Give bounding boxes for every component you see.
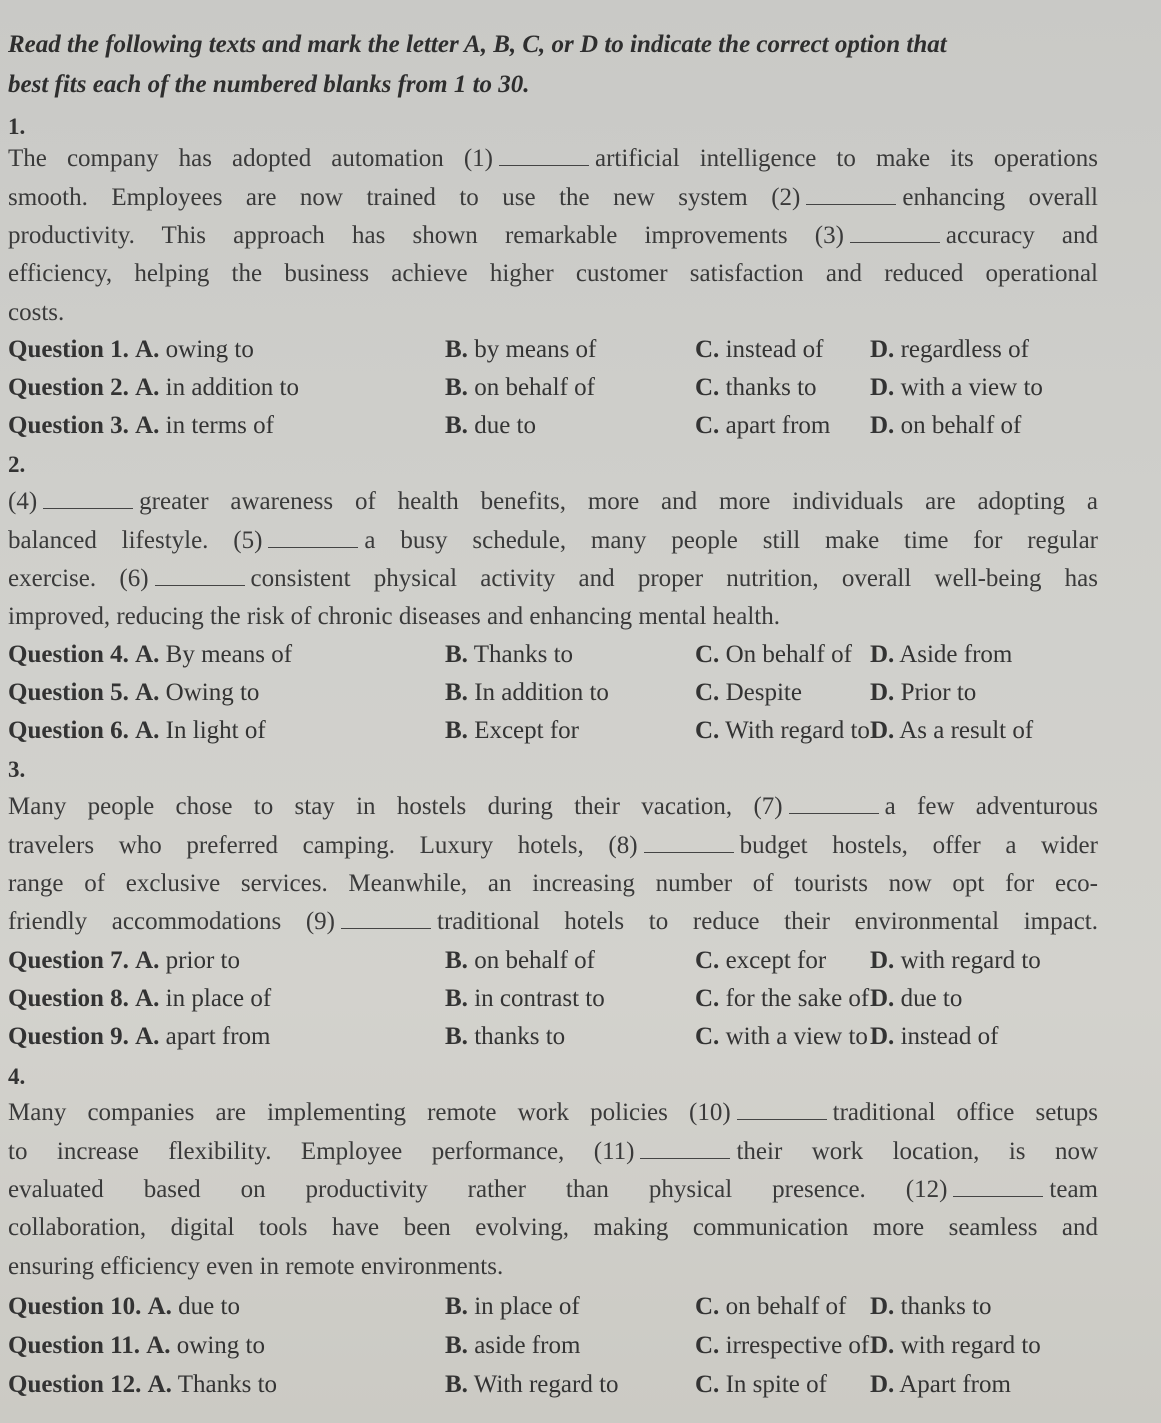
option-d	[870, 335, 1029, 365]
passage-line	[8, 298, 64, 328]
passage-text: smooth. Employees are now trained to use the new system (2)	[8, 184, 801, 211]
option-letter: B.	[445, 717, 468, 744]
answer-blank	[850, 224, 940, 243]
option-b	[445, 335, 596, 365]
option-text: with regard to	[900, 1332, 1041, 1359]
option-letter: C.	[695, 717, 720, 744]
question-label: Question 2.	[8, 374, 129, 401]
passage-text: consistent physical activity and proper nutrition, overall well-being has	[250, 565, 1098, 592]
option-c	[695, 640, 852, 670]
question-label-option-a	[8, 984, 271, 1014]
section-number: 4.	[8, 1064, 26, 1089]
answer-blank	[806, 186, 896, 205]
option-a: owing to	[176, 1332, 265, 1359]
option-a: Thanks to	[177, 1371, 278, 1398]
option-text: instead of	[725, 336, 824, 363]
instructions-line-1: Read the following texts and mark the letter A, B, C, or D to indicate the correct option that	[8, 31, 947, 58]
question-label: Question 6.	[8, 717, 129, 744]
question-label-option-a	[8, 946, 240, 976]
option-letter: A.	[135, 374, 160, 401]
option-d	[870, 373, 1043, 403]
option-b	[445, 1370, 619, 1400]
option-letter: D.	[870, 947, 895, 974]
passage-text: budget hostels, offer a wider	[739, 832, 1098, 859]
option-a: apart from	[165, 1023, 271, 1050]
answer-blank	[155, 567, 245, 586]
option-letter: B.	[445, 1332, 468, 1359]
answer-blank	[499, 147, 589, 166]
section-number: 3.	[8, 757, 26, 782]
section-number: 1.	[8, 114, 26, 139]
passage-line	[8, 526, 1098, 556]
option-letter: A.	[146, 1332, 171, 1359]
question-label: Question 3.	[8, 412, 129, 439]
question-label-option-a	[8, 335, 254, 365]
option-letter: A.	[135, 679, 160, 706]
option-c	[695, 1022, 868, 1052]
option-d	[870, 1370, 1011, 1400]
option-c	[695, 946, 826, 976]
option-text: for the sake of	[725, 985, 870, 1012]
passage-text: Many people chose to stay in hostels during their vacation, (7)	[8, 793, 783, 820]
section-number: 2.	[8, 452, 26, 477]
option-a: in terms of	[165, 412, 274, 439]
option-text: Despite	[725, 679, 802, 706]
option-d	[870, 1022, 998, 1052]
option-d	[870, 984, 962, 1014]
option-letter: C.	[695, 1023, 720, 1050]
option-text: Except for	[474, 717, 579, 744]
instructions-line-2: best fits each of the numbered blanks from 1 to 30.	[8, 71, 530, 98]
option-b	[445, 678, 609, 708]
question-label-option-a	[8, 716, 266, 746]
option-d	[870, 1292, 992, 1322]
passage-text: team	[1049, 1176, 1098, 1203]
option-letter: B.	[445, 985, 468, 1012]
question-label: Question 7.	[8, 947, 129, 974]
passage-text: travelers who preferred camping. Luxury hotels, (8)	[8, 832, 638, 859]
option-c	[695, 1370, 827, 1400]
passage-line	[8, 1098, 1098, 1128]
option-letter: D.	[870, 374, 895, 401]
option-b	[445, 640, 573, 670]
question-label-option-a	[8, 1022, 270, 1052]
option-letter: D.	[870, 412, 895, 439]
option-a: in addition to	[165, 374, 299, 401]
passage-text: a few adventurous	[884, 793, 1098, 820]
option-text: apart from	[725, 412, 831, 439]
passage-text: a busy schedule, many people still make time for regular	[364, 527, 1098, 554]
answer-blank	[644, 834, 734, 853]
option-letter: C.	[695, 679, 720, 706]
option-letter: C.	[695, 336, 720, 363]
option-b	[445, 984, 605, 1014]
passage-line	[8, 602, 780, 632]
option-text: thanks to	[900, 1293, 992, 1320]
option-b	[445, 1022, 565, 1052]
option-letter: D.	[870, 1332, 895, 1359]
option-text: thanks to	[725, 374, 817, 401]
passage-text: collaboration, digital tools have been evolving, making communication more seamless and	[8, 1214, 1098, 1241]
option-d	[870, 640, 1012, 670]
option-d	[870, 678, 976, 708]
answer-blank	[268, 529, 358, 548]
option-text: irrespective of	[725, 1332, 870, 1359]
option-letter: B.	[445, 679, 468, 706]
option-text: by means of	[474, 336, 597, 363]
answer-blank	[640, 1140, 730, 1159]
passage-line	[8, 221, 1098, 251]
option-letter: A.	[135, 412, 160, 439]
option-letter: C.	[695, 1293, 720, 1320]
option-b	[445, 1331, 580, 1361]
question-label: Question 9.	[8, 1023, 129, 1050]
option-letter: C.	[695, 947, 720, 974]
option-text: aside from	[474, 1332, 581, 1359]
question-label: Question 8.	[8, 985, 129, 1012]
passage-line	[8, 1252, 503, 1282]
option-letter: D.	[870, 1371, 895, 1398]
option-b	[445, 716, 579, 746]
passage-line	[8, 869, 1098, 899]
question-label-option-a	[8, 640, 292, 670]
question-label-option-a	[8, 1331, 265, 1361]
passage-text: balanced lifestyle. (5)	[8, 527, 263, 554]
option-letter: B.	[445, 947, 468, 974]
option-text: In spite of	[725, 1371, 827, 1398]
option-letter: C.	[695, 1332, 720, 1359]
option-c	[695, 716, 870, 746]
option-text: due to	[900, 985, 963, 1012]
option-text: on behalf of	[474, 947, 595, 974]
option-text: With regard to	[473, 1371, 619, 1398]
question-label-option-a	[8, 411, 274, 441]
question-label: Question 4.	[8, 641, 129, 668]
option-d	[870, 946, 1041, 976]
passage-text: ensuring efficiency even in remote environments.	[8, 1253, 504, 1280]
option-a: due to	[178, 1293, 240, 1320]
option-d	[870, 716, 1033, 746]
option-letter: D.	[870, 1293, 895, 1320]
passage-text: efficiency, helping the business achieve higher customer satisfaction and reduced operational	[8, 260, 1098, 287]
option-d	[870, 411, 1021, 441]
option-c	[695, 1292, 846, 1322]
option-text: in place of	[474, 1293, 580, 1320]
option-letter: C.	[695, 374, 720, 401]
passage-text: enhancing overall	[902, 184, 1098, 211]
passage-text: to increase flexibility. Employee performance, (11)	[8, 1138, 635, 1165]
passage-text: costs.	[8, 299, 65, 326]
option-c	[695, 1331, 869, 1361]
option-letter: A.	[135, 336, 160, 363]
option-letter: D.	[870, 985, 895, 1012]
option-text: with regard to	[900, 947, 1041, 974]
option-letter: B.	[445, 374, 468, 401]
option-letter: D.	[870, 679, 895, 706]
passage-line	[8, 487, 1098, 517]
question-label: Question 5.	[8, 679, 129, 706]
passage-line	[8, 831, 1098, 861]
option-a: By means of	[165, 641, 293, 668]
option-a: in place of	[165, 985, 272, 1012]
passage-text: greater awareness of health benefits, more and more individuals are adopting a	[139, 488, 1098, 515]
question-label: Question 12.	[8, 1371, 142, 1398]
option-letter: B.	[445, 1023, 468, 1050]
option-text: On behalf of	[725, 641, 852, 668]
question-label: Question 10.	[8, 1293, 142, 1320]
option-letter: A.	[147, 1371, 172, 1398]
question-label-option-a	[8, 373, 299, 403]
option-a: Owing to	[165, 679, 260, 706]
passage-text: Many companies are implementing remote work policies (10)	[8, 1099, 731, 1126]
passage-line	[8, 183, 1098, 213]
passage-line	[8, 144, 1098, 174]
passage-text: improved, reducing the risk of chronic diseases and enhancing mental health.	[8, 603, 780, 630]
option-text: due to	[474, 412, 536, 439]
option-text: Aside from	[899, 641, 1013, 668]
option-b	[445, 1292, 580, 1322]
passage-text: exercise. (6)	[8, 565, 149, 592]
option-letter: A.	[135, 985, 160, 1012]
passage-text: accuracy and	[945, 222, 1099, 249]
option-letter: A.	[135, 641, 160, 668]
option-c	[695, 678, 802, 708]
option-letter: A.	[147, 1293, 172, 1320]
option-c	[695, 373, 817, 403]
passage-text: range of exclusive services. Meanwhile, an increasing number of tourists now opt for eco-	[8, 870, 1098, 897]
passage-text: productivity. This approach has shown remarkable improvements (3)	[8, 222, 844, 249]
passage-text: (4)	[8, 488, 38, 515]
option-a: In light of	[165, 717, 266, 744]
option-letter: B.	[445, 1293, 468, 1320]
option-text: Thanks to	[473, 641, 574, 668]
answer-blank	[789, 795, 879, 814]
option-text: with a view to	[900, 374, 1043, 401]
option-letter: C.	[695, 985, 720, 1012]
option-c	[695, 411, 830, 441]
passage-line	[8, 792, 1098, 822]
question-label-option-a	[8, 678, 259, 708]
option-letter: D.	[870, 641, 895, 668]
option-text: except for	[725, 947, 827, 974]
option-letter: B.	[445, 412, 468, 439]
option-letter: D.	[870, 717, 895, 744]
option-letter: A.	[135, 1023, 160, 1050]
answer-blank	[43, 490, 133, 509]
option-text: on behalf of	[474, 374, 595, 401]
option-text: regardless of	[900, 336, 1029, 363]
option-text: on behalf of	[725, 1293, 847, 1320]
passage-line	[8, 259, 1098, 289]
option-text: instead of	[900, 1023, 999, 1050]
option-text: As a result of	[899, 717, 1034, 744]
passage-text: friendly accommodations (9)	[8, 908, 336, 935]
option-text: Prior to	[900, 679, 977, 706]
passage-line	[8, 907, 1098, 937]
option-text: in contrast to	[474, 985, 605, 1012]
passage-line	[8, 1137, 1098, 1167]
option-a: owing to	[165, 336, 254, 363]
passage-text: The company has adopted automation (1)	[8, 145, 493, 172]
option-b	[445, 373, 595, 403]
option-text: thanks to	[474, 1023, 566, 1050]
option-letter: C.	[695, 412, 720, 439]
question-label-option-a	[8, 1370, 277, 1400]
passage-text: traditional office setups	[832, 1099, 1098, 1126]
option-text: on behalf of	[900, 412, 1022, 439]
option-d	[870, 1331, 1041, 1361]
option-letter: C.	[695, 1371, 720, 1398]
option-text: with a view to	[725, 1023, 868, 1050]
option-b	[445, 411, 536, 441]
option-c	[695, 984, 869, 1014]
passage-line	[8, 1175, 1098, 1205]
option-letter: D.	[870, 1023, 895, 1050]
option-letter: A.	[135, 947, 160, 974]
option-text: With regard to	[725, 717, 870, 744]
option-letter: D.	[870, 336, 895, 363]
option-letter: B.	[445, 1371, 468, 1398]
question-label: Question 11.	[8, 1332, 140, 1359]
option-letter: A.	[135, 717, 160, 744]
passage-text: traditional hotels to reduce their environmental impact.	[437, 908, 1099, 935]
option-letter: B.	[445, 641, 468, 668]
question-label: Question 1.	[8, 336, 129, 363]
passage-text: their work location, is now	[736, 1138, 1099, 1165]
answer-blank	[341, 910, 431, 929]
option-text: Apart from	[899, 1371, 1011, 1398]
answer-blank	[953, 1178, 1043, 1197]
answer-blank	[737, 1101, 827, 1120]
option-letter: B.	[445, 336, 468, 363]
option-letter: C.	[695, 641, 720, 668]
passage-line	[8, 1213, 1098, 1243]
passage-text: evaluated based on productivity rather than physical presence. (12)	[8, 1176, 948, 1203]
option-a: prior to	[165, 947, 240, 974]
passage-text: artificial intelligence to make its operations	[594, 145, 1098, 172]
question-label-option-a	[8, 1292, 240, 1322]
option-c	[695, 335, 823, 365]
option-b	[445, 946, 595, 976]
passage-line	[8, 564, 1098, 594]
option-text: In addition to	[474, 679, 609, 706]
